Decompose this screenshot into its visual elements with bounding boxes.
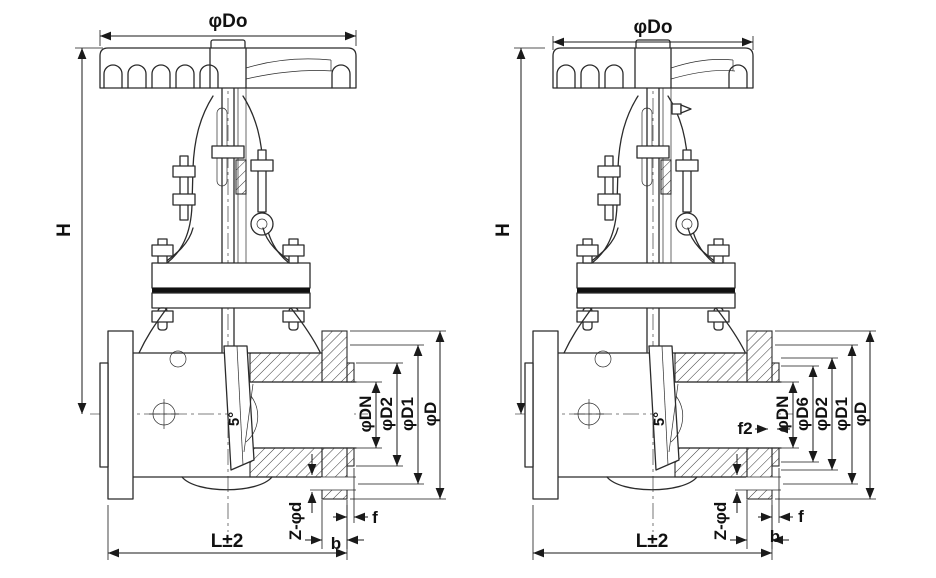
grease-fitting <box>672 104 691 114</box>
left-handwheel <box>100 48 356 88</box>
dim-label-h: H <box>54 223 75 237</box>
dim-label-do: φDo <box>208 11 248 32</box>
dim-label-d6: φD6 <box>793 397 812 431</box>
right-valve-body <box>515 40 793 532</box>
dim-label-b: b <box>769 527 781 546</box>
dim-label-l: L±2 <box>635 531 669 552</box>
dim-label-d1: φD1 <box>832 397 851 431</box>
dim-label-d1: φD1 <box>398 397 417 431</box>
dim-label-do: φDo <box>633 17 673 38</box>
dim-label-dn: φDN <box>356 395 375 433</box>
dim-label-d: φD <box>421 401 440 427</box>
dim-label-d: φD <box>851 401 870 427</box>
dim-label-dn: φDN <box>773 395 792 433</box>
dim-label-h: H <box>493 223 514 237</box>
angle-label: 5° <box>651 411 668 427</box>
dim-label-z: Z-φd <box>286 501 305 541</box>
angle-label: 5° <box>226 411 243 427</box>
dim-label-f2: f2 <box>737 419 753 438</box>
dim-label-f: f <box>798 507 804 526</box>
dim-label-d2: φD2 <box>377 397 396 431</box>
right-valve-view <box>493 17 876 560</box>
left-valve-body <box>90 40 368 532</box>
right-handwheel <box>553 48 753 88</box>
dim-label-d2: φD2 <box>812 397 831 431</box>
dim-label-f: f <box>372 508 378 527</box>
dim-label-z: Z-φd <box>711 501 730 541</box>
dim-label-b: b <box>330 534 342 553</box>
left-valve-view <box>54 11 446 560</box>
dim-label-l: L±2 <box>210 531 244 552</box>
